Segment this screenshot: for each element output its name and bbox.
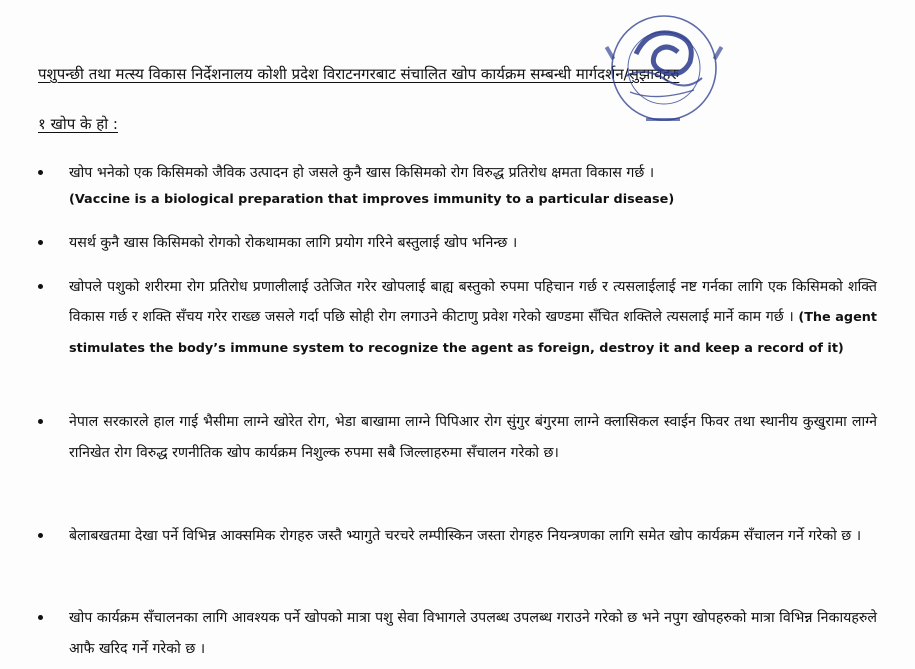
bullet-icon [38, 284, 43, 289]
bullet-icon [38, 615, 43, 620]
list-item-text: नेपाल सरकारले हाल गाई भैसीमा लाग्ने खोरेत रोग, भेडा बाखामा लाग्ने पिपिआर रोग सुंगुर बंगुरमा लाग्ने क्लासिकल स्वाईन फिवर तथा स्थानीय कुखुरामा लाग्ने रानिखेत रोग विरुद्ध रणनीतिक खोप कार्यक्रम निशुल्क रुपमा सबै जिल्लाहरुमा सँचालन गरेको छ। [69, 414, 877, 461]
bullet-icon [38, 170, 43, 175]
bullet-icon [38, 533, 43, 538]
list-item-text: बेलाबखतमा देखा पर्ने विभिन्न आक्समिक रोगहरु जस्तै भ्यागुते चरचरे लम्पीस्किन जस्ता रोगहरु नियन्त्रणका लागि समेत खोप कार्यक्रम सँचालन गर्ने गरेको छ । [69, 528, 862, 544]
list-item-text: खोपले पशुको शरीरमा रोग प्रतिरोध प्रणालीलाई उतेजित गरेर खोपलाई बाह्य बस्तुको रुपमा पहिचान गर्छ र त्यसलाईलाई नष्ट गर्नका लागि एक किसिमको शक्ति विकास गर्छ र शक्ति सँचय गरेर राख्छ जसले गर्दा पछि सोही रोग लगाउने कीटाणु प्रवेश गरेको खण्डमा सँचित शक्तिले त्यसलाई मार्ने काम गर्छ । [69, 279, 877, 325]
list-item-english: (The agent stimulates the body’s immune system to recognize the agent as foreign, destroy it and keep a record of it) [69, 310, 878, 356]
list-item-text: खोप कार्यक्रम सँचालनका लागि आवश्यक पर्ने खोपको मात्रा पशु सेवा विभागले उपलब्ध उपलब्ध गराउने गरेको छ भने नपुग खोपहरुको मात्रा विभिन्न निकायहरुले आफै खरिद गर्ने गरेको छ । [69, 610, 877, 657]
list-item-text: खोप भनेको एक किसिमको जैविक उत्पादन हो जसले कुनै खास किसिमको रोग विरुद्ध प्रतिरोध क्षमता विकास गर्छ । [69, 165, 655, 181]
bullet-icon [38, 419, 43, 424]
list-item-text: यसर्थ कुनै खास किसिमको रोगको रोकथामका लागि प्रयोग गरिने बस्तुलाई खोप भनिन्छ । [69, 235, 518, 251]
document-title: पशुपन्छी तथा मत्स्य विकास निर्देशनालय कोशी प्रदेश विराटनगरबाट संचालित खोप कार्यक्रम सम्बन्धी मार्गदर्शन/सुझावहरु [38, 65, 680, 83]
bullet-icon [38, 240, 43, 245]
list-item-english: (Vaccine is a biological preparation that improves immunity to a particular disease) [69, 192, 675, 207]
section-heading: १ खोप के हो : [38, 115, 118, 133]
